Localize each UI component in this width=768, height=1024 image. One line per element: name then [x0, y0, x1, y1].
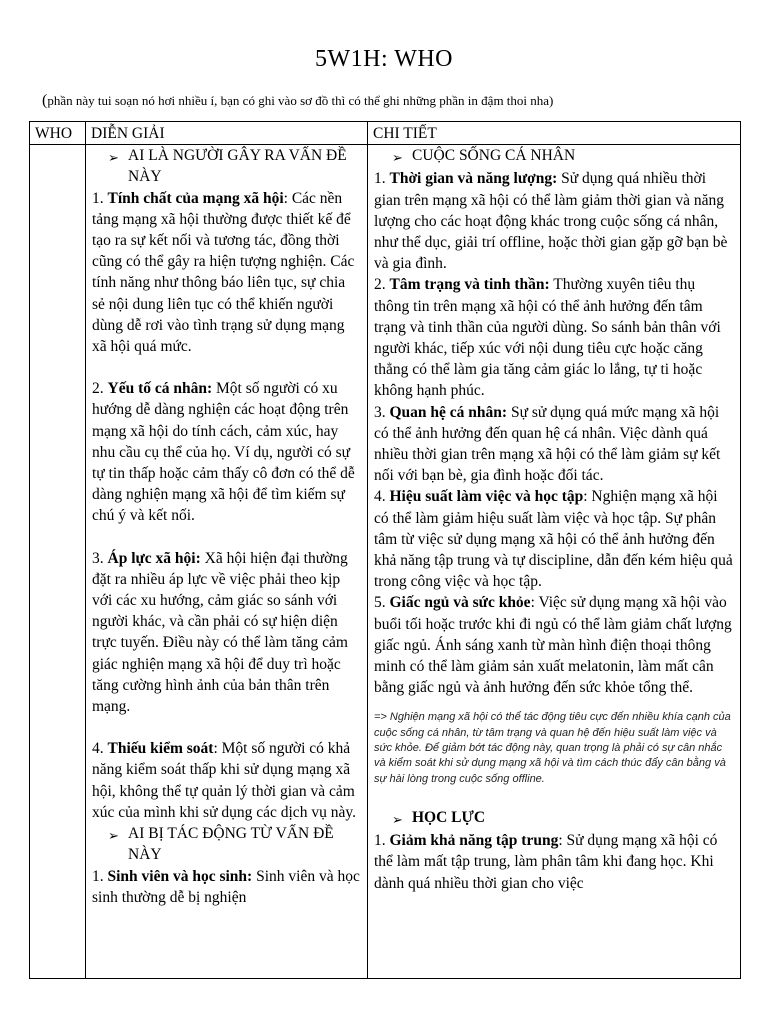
who-cell — [30, 145, 86, 979]
arrow-bullet-icon: ➢ — [392, 150, 403, 166]
page-title: 5W1H: WHO — [314, 46, 454, 72]
detail-item: 2. Tâm trạng và tinh thần: Thường xuyên tiêu thụ thông tin trên mạng xã hội có thể ảnh hưởng đến tâm trạng và tinh thần của người dùng. So sánh bản thân với người khác, tiếp xúc với nội dung tiêu cực hoặc căng thẳng có thể làm gia tăng cảm giác lo lắng, tự ti hoặc không hạnh phúc. — [374, 276, 721, 400]
detail-item: 1. Thời gian và năng lượng: Sử dụng quá nhiều thời gian trên mạng xã hội có thể làm giảm thời gian và năng lượng cho các hoạt động khác trong cuộc sống cá nhân, như thể dục, giải trí offline, hoặc thời gian gặp gỡ bạn bè và gia đình. — [374, 170, 728, 273]
explain-cell — [86, 145, 368, 979]
page-subtitle: (phần này tui soạn nó hơi nhiều í, bạn có ghi vào sơ đồ thì có thể ghi những phần in đậm thoi nha) — [42, 92, 554, 109]
detail-section-heading-2: ➢ HỌC LỰC — [374, 807, 734, 830]
header-explain: DIỄN GIẢI — [86, 122, 368, 145]
detail-cell — [368, 145, 741, 979]
who-table — [29, 121, 741, 979]
subtitle-text: phần này tui soạn nó hơi nhiều í, bạn có ghi vào sơ đồ thì có thể ghi những phần in đậm thoi nha — [47, 93, 550, 108]
explain-item: 1. Sinh viên và học sinh: Sinh viên và học sinh thường dễ bị nghiện — [92, 867, 360, 906]
explain-item: 3. Áp lực xã hội: Xã hội hiện đại thường đặt ra nhiều áp lực về việc phải theo kịp với các xu hướng, cảm giác so sánh với người khác, và cần phải có sự hiện diện trực tuyến. Điều này có thể làm tăng cảm giác nghiện mạng xã hội để duy trì hoặc tăng cường hình ảnh của bản thân trên mạng. — [92, 549, 348, 716]
arrow-bullet-icon: ➢ — [108, 150, 119, 166]
summary-note: => Nghiện mạng xã hội có thể tác động tiêu cực đến nhiều khía cạnh của cuộc sống cá nhân, từ tâm trạng và quan hệ đến hiệu suất làm việc và sức khỏe. Để giảm bớt tác động này, quan trọng là phải có sự cân nhắc và kiểm soát khi sử dụng mạng xã hội và tìm cách thúc đẩy cân bằng và sự hài lòng trong cuộc sống offline. — [374, 711, 731, 785]
table-body-row — [30, 145, 741, 979]
detail-item: 5. Giấc ngủ và sức khỏe: Việc sử dụng mạng xã hội vào buổi tối hoặc trước khi đi ngủ có thể làm giảm chất lượng giấc ngủ. Ánh sáng xanh từ màn hình điện thoại thông minh có thể làm giảm sản xuất melatonin, làm mất cân bằng giấc ngủ và ảnh hưởng đến sức khỏe tổng thể. — [374, 594, 732, 697]
detail-item: 3. Quan hệ cá nhân: Sự sử dụng quá mức mạng xã hội có thể ảnh hưởng đến quan hệ cá nhân. Việc dành quá nhiều thời gian trên mạng xã hội có thể làm giảm sự kết nối với bạn bè, gia đình hoặc đối tác. — [374, 403, 721, 485]
explain-section-heading-1: ➢ AI LÀ NGƯỜI GÂY RA VẤN ĐỀ NÀY — [108, 147, 347, 186]
arrow-bullet-icon: ➢ — [392, 811, 403, 827]
explain-section-heading-2: ➢ AI BỊ TÁC ĐỘNG TỪ VẤN ĐỀ NÀY — [108, 825, 334, 864]
detail-section-heading-1: ➢ CUỘC SỐNG CÁ NHÂN — [374, 145, 734, 168]
explain-item: 2. Yếu tố cá nhân: Một số người có xu hướng dễ dàng nghiện các hoạt động trên mạng xã hội do tính cách, cảm xúc, hay nhu cầu cụ thể của họ. Ví dụ, người có sự tự tin thấp hoặc cảm thấy cô đơn có thể dễ dàng nghiện mạng xã hội để tìm kiếm sự chú ý và kết nối. — [92, 380, 355, 525]
explain-item: 4. Thiếu kiểm soát: Một số người có khả năng kiểm soát thấp khi sử dụng mạng xã hội, không thể tự quản lý thời gian và cảm xúc của mình khi sử dụng các dịch vụ này. — [92, 740, 356, 821]
explain-item: 1. Tính chất của mạng xã hội: Các nền tảng mạng xã hội thường được thiết kế để tạo ra sự kết nối và tương tác, đồng thời cũng có thể gây ra hiện tượng nghiện. Các tính năng như thông báo liên tục, sự chia sẻ nội dung liên tục có thể khiến người dùng dễ rơi vào tình trạng sử dụng mạng xã hội quá mức. — [92, 189, 355, 356]
header-who: WHO — [30, 122, 86, 145]
header-detail: CHI TIẾT — [368, 122, 741, 145]
detail-item: 4. Hiệu suất làm việc và học tập: Nghiện mạng xã hội có thể làm giảm hiệu suất làm việc và học tập. Sự phân tâm từ việc sử dụng mạng xã hội có thể ảnh hưởng đến khả năng tập trung và tự discipline, dẫn đến kém hiệu quả trong công việc và học tập. — [374, 488, 733, 591]
table-header-row — [30, 122, 741, 145]
arrow-bullet-icon: ➢ — [108, 828, 119, 844]
detail-item: 1. Giảm khả năng tập trung: Sử dụng mạng xã hội có thể làm mất tập trung, làm phân tâm khi đang học. Khi dành quá nhiều thời gian cho việc — [374, 832, 718, 892]
